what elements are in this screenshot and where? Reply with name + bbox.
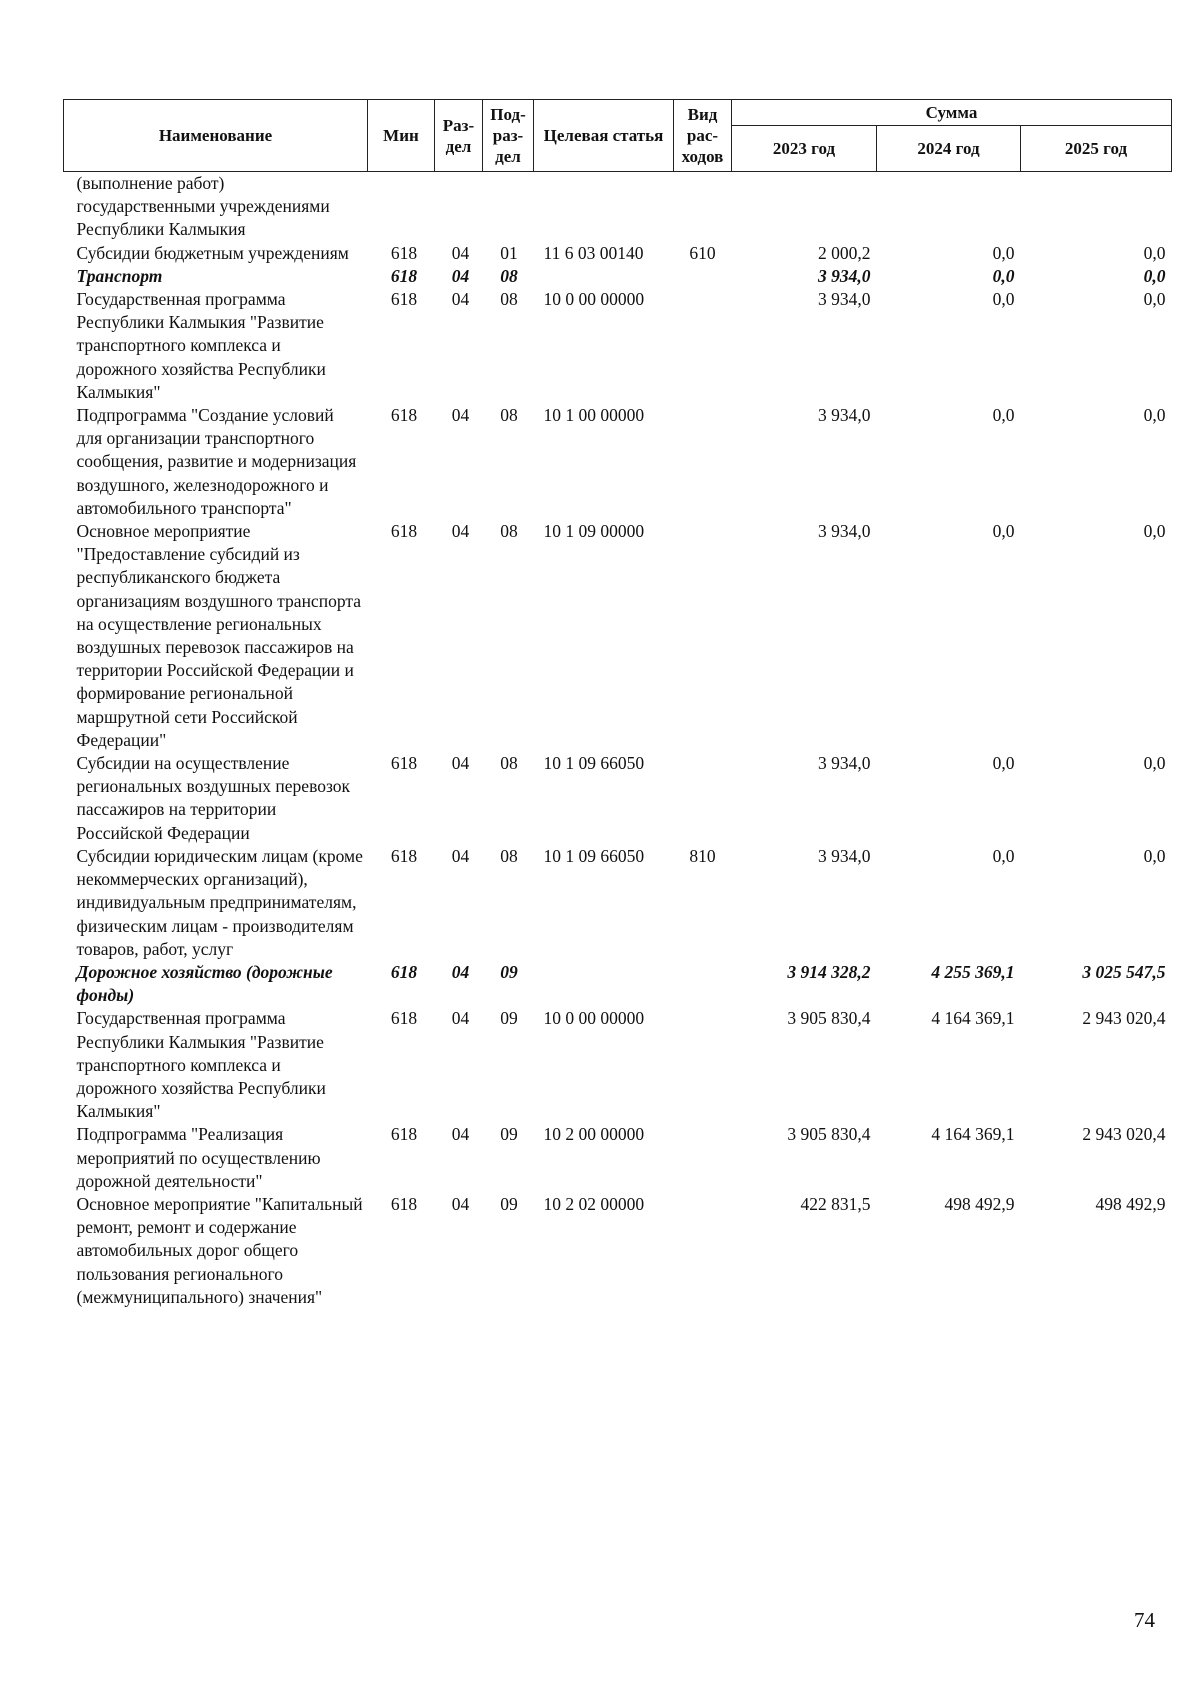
row-name: Субсидии на осуществление региональных воздушных перевозок пассажиров на территории Российской Федерации <box>76 753 351 843</box>
row-podrazdel: 08 <box>500 289 518 310</box>
row-sum-2025 <box>1021 172 1172 242</box>
row-sum-2025: 0,0 <box>1143 242 1166 263</box>
row-sum-2024: 0,0 <box>992 521 1015 542</box>
row-razdel <box>435 172 483 242</box>
row-min: 618 <box>390 845 418 866</box>
row-razdel: 04 <box>451 405 470 426</box>
row-razdel: 04 <box>451 242 470 263</box>
row-sum-2023: 3 905 830,4 <box>787 1008 871 1029</box>
row-podrazdel: 08 <box>500 405 518 426</box>
header-year-2025: 2025 год <box>1021 126 1172 172</box>
row-target-article: 11 6 03 00140 <box>543 242 644 263</box>
row-sum-2024: 4 164 369,1 <box>931 1124 1015 1145</box>
row-razdel: 04 <box>451 265 470 286</box>
table-row <box>64 845 1172 961</box>
row-podrazdel: 09 <box>500 1124 518 1145</box>
row-razdel: 04 <box>451 845 470 866</box>
row-target-article: 10 1 09 66050 <box>543 845 645 866</box>
row-razdel: 04 <box>451 961 470 982</box>
row-expense-type: 610 <box>689 242 716 263</box>
row-target-article: 10 0 00 00000 <box>543 289 645 310</box>
row-name: (выполнение работ) государственными учреждениями Республики Калмыкия <box>76 173 330 240</box>
row-min: 618 <box>390 961 418 982</box>
row-target-article: 10 1 09 66050 <box>543 753 645 774</box>
row-sum-2025: 0,0 <box>1143 405 1166 426</box>
row-min: 618 <box>390 1008 418 1029</box>
row-sum-2025: 0,0 <box>1143 265 1166 286</box>
header-razd: Раз-дел <box>435 100 483 172</box>
header-year-2024: 2024 год <box>877 126 1021 172</box>
table-row <box>64 1007 1172 1123</box>
row-sum-2024: 4 164 369,1 <box>931 1008 1015 1029</box>
page-number: 74 <box>1134 1608 1155 1632</box>
row-name: Подпрограмма "Реализация мероприятий по осуществлению дорожной деятельности" <box>76 1124 321 1191</box>
row-podrazdel: 08 <box>500 753 518 774</box>
row-podrazdel: 08 <box>500 845 518 866</box>
row-podrazdel: 09 <box>500 961 518 982</box>
table-row <box>64 242 1172 265</box>
row-target-article <box>534 961 674 1007</box>
row-target-article: 10 2 00 00000 <box>543 1124 645 1145</box>
row-name: Основное мероприятие "Капитальный ремонт, ремонт и содержание автомобильных дорог общего пользования регионального (межмуниципального) значения" <box>76 1193 363 1307</box>
table-row <box>64 404 1172 520</box>
row-sum-2024: 0,0 <box>992 405 1015 426</box>
row-sum-2023: 3 934,0 <box>818 289 871 310</box>
row-sum-2024: 498 492,9 <box>944 1193 1015 1214</box>
row-min: 618 <box>390 265 418 286</box>
row-sum-2023: 2 000,2 <box>818 242 871 263</box>
row-podrazdel: 08 <box>500 265 518 286</box>
table-row <box>64 520 1172 752</box>
row-name: Государственная программа Республики Калмыкия "Развитие транспортного комплекса и дорожного хозяйства Республики Калмыкия" <box>76 289 326 402</box>
row-sum-2024 <box>877 172 1021 242</box>
row-sum-2025: 0,0 <box>1143 521 1166 542</box>
row-expense-type <box>674 172 732 242</box>
header-summa: Сумма <box>732 100 1172 126</box>
table-body <box>64 172 1172 1309</box>
row-expense-type <box>674 752 732 845</box>
row-razdel: 04 <box>451 753 470 774</box>
row-expense-type: 810 <box>689 845 716 866</box>
row-sum-2025: 0,0 <box>1143 289 1166 310</box>
row-podrazdel: 09 <box>500 1008 518 1029</box>
row-sum-2025: 0,0 <box>1143 845 1166 866</box>
header-min: Мин <box>368 100 435 172</box>
row-podrazdel <box>483 172 534 242</box>
row-razdel: 04 <box>451 1193 470 1214</box>
table-row <box>64 172 1172 242</box>
row-min: 618 <box>390 405 418 426</box>
row-target-article: 10 1 00 00000 <box>543 405 645 426</box>
row-name: Субсидии юридическим лицам (кроме некоммерческих организаций), индивидуальным предпринимателям, физическим лицам - производителям товаров, работ, услуг <box>76 845 363 959</box>
header-target: Целевая статья <box>534 100 674 172</box>
row-sum-2023: 3 934,0 <box>818 405 871 426</box>
row-sum-2025: 498 492,9 <box>1095 1193 1166 1214</box>
row-expense-type <box>674 265 732 288</box>
row-expense-type <box>674 1007 732 1123</box>
row-sum-2023: 3 934,0 <box>818 845 871 866</box>
row-podrazdel: 01 <box>500 242 518 263</box>
row-name: Государственная программа Республики Калмыкия "Развитие транспортного комплекса и дорожного хозяйства Республики Калмыкия" <box>76 1008 326 1122</box>
table-row <box>64 288 1172 404</box>
row-sum-2025: 2 943 020,4 <box>1082 1124 1166 1145</box>
table-row <box>64 752 1172 845</box>
row-sum-2023: 3 934,0 <box>818 753 871 774</box>
row-sum-2023: 3 934,0 <box>818 265 871 286</box>
row-razdel: 04 <box>451 1124 470 1145</box>
header-vid: Вид рас-ходов <box>674 100 732 172</box>
row-target-article: 10 0 00 00000 <box>543 1008 645 1029</box>
row-min: 618 <box>390 753 418 774</box>
row-target-article <box>534 172 674 242</box>
row-name: Основное мероприятие "Предоставление субсидий из республиканского бюджета организациям воздушного транспорта на осуществление региональных воздушных перевозок пассажиров на территории Российской Федерации и формирование региональной маршрутной сети Российской Федерации" <box>76 521 361 750</box>
row-name: Дорожное хозяйство (дорожные фонды) <box>76 961 333 1006</box>
row-sum-2024: 4 255 369,1 <box>931 961 1015 982</box>
row-target-article: 10 2 02 00000 <box>543 1193 645 1214</box>
row-sum-2023: 3 905 830,4 <box>787 1124 871 1145</box>
row-sum-2025: 2 943 020,4 <box>1082 1008 1166 1029</box>
header-year-2023: 2023 год <box>732 126 877 172</box>
row-sum-2024: 0,0 <box>992 845 1015 866</box>
row-sum-2023: 3 914 328,2 <box>787 961 871 982</box>
row-name: Транспорт <box>76 265 163 286</box>
header-podrazd: Под-раз-дел <box>483 100 534 172</box>
row-sum-2023: 3 934,0 <box>818 521 871 542</box>
row-podrazdel: 09 <box>500 1193 518 1214</box>
row-sum-2025: 3 025 547,5 <box>1082 961 1166 982</box>
row-expense-type <box>674 288 732 404</box>
table-row <box>64 1193 1172 1309</box>
row-min <box>368 172 435 242</box>
row-name: Субсидии бюджетным учреждениям <box>76 242 349 263</box>
row-sum-2024: 0,0 <box>992 753 1015 774</box>
row-expense-type <box>674 1123 732 1193</box>
row-expense-type <box>674 520 732 752</box>
budget-table <box>63 99 1172 1309</box>
row-target-article: 10 1 09 00000 <box>543 521 645 542</box>
row-min: 618 <box>390 521 418 542</box>
row-min: 618 <box>390 289 418 310</box>
row-razdel: 04 <box>451 1008 470 1029</box>
header-name: Наименование <box>64 100 368 172</box>
row-name: Подпрограмма "Создание условий для организации транспортного сообщения, развитие и модернизация воздушного, железнодорожного и автомобильного транспорта" <box>76 405 357 518</box>
row-sum-2023: 422 831,5 <box>800 1193 871 1214</box>
row-min: 618 <box>390 242 418 263</box>
row-podrazdel: 08 <box>500 521 518 542</box>
row-expense-type <box>674 961 732 1007</box>
row-min: 618 <box>390 1193 418 1214</box>
table-row <box>64 265 1172 288</box>
row-min: 618 <box>390 1124 418 1145</box>
table-header <box>64 100 1172 172</box>
row-target-article <box>534 265 674 288</box>
table-row <box>64 961 1172 1007</box>
row-sum-2024: 0,0 <box>992 265 1015 286</box>
row-sum-2024: 0,0 <box>992 289 1015 310</box>
row-razdel: 04 <box>451 521 470 542</box>
table-row <box>64 1123 1172 1193</box>
row-sum-2024: 0,0 <box>992 242 1015 263</box>
row-sum-2025: 0,0 <box>1143 753 1166 774</box>
row-expense-type <box>674 1193 732 1309</box>
row-expense-type <box>674 404 732 520</box>
row-razdel: 04 <box>451 289 470 310</box>
row-sum-2023 <box>732 172 877 242</box>
